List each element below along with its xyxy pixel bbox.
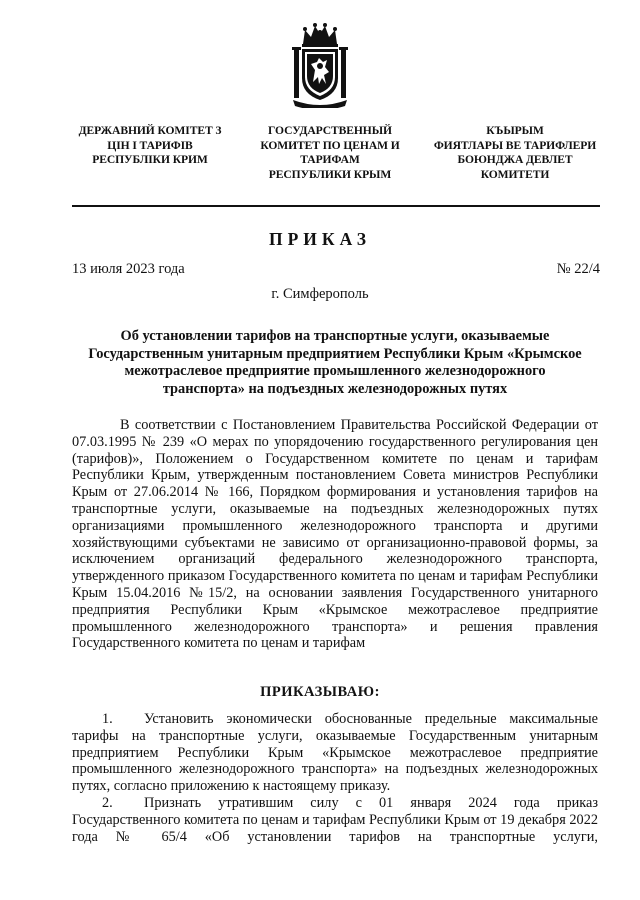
document-title: ПРИКАЗ: [268, 229, 372, 249]
header-divider: [72, 205, 600, 207]
preamble: [72, 417, 598, 652]
coat-of-arms-icon: [291, 20, 349, 108]
org-name-russian: ГОСУДАРСТВЕННЫЙ КОМИТЕТ ПО ЦЕНАМ И ТАРИФАМ РЕСПУБЛИКИ КРЫМ: [260, 124, 400, 181]
header: [70, 124, 600, 182]
org-name-crimean-tatar: КЪЫРЫМ ФИЯТЛАРЫ ВЕ ТАРИФЛЕРИ БОЮНДЖА ДЕВЛЕТ КОМИТЕТИ: [433, 124, 597, 181]
decree-item: 1. Установить экономически обоснованные предельные максимальные тарифы на транспортные услуги, оказываемые Государственным унитарным предприятием Республики Крым «Крымское межотраслевое предприятие промышленного железнодорожного транспорта» на подъездных железнодорожных путях, согласно приложению к настоящему приказу.: [72, 711, 598, 795]
decree-item: 2. Признать утратившим силу с 01 января 2024 года приказ Государственного комитета по ценам и тарифам Республики Крым от 19 декабря 2022 года № 65/4 «Об установлении тарифов на транспортные услуги,: [72, 794, 598, 845]
org-name-ukrainian: ДЕРЖАВНИЙ КОМІТЕТ З ЦІН І ТАРИФІВ РЕСПУБЛІКИ КРИМ: [78, 124, 222, 166]
document-number: № 22/4: [556, 261, 600, 277]
decree-items: [72, 711, 598, 845]
document-city: г. Симферополь: [271, 286, 369, 302]
preamble-text: В соответствии с Постановлением Правительства Российской Федерации от 07.03.1995 № 239 «О мерах по упорядочению государственного регулирования цен (тарифов)», Положением о Государственном комитете по ценам и тарифам Республики Крым, утвержденным постановлением Совета министров Республики Крым от 27.06.2014 № 166, Порядком формирования и установления тарифов на транспортные услуги, оказываемые на подъездных железнодорожных путях организациями промышленного железнодорожного транспорта и другими хозяйствующими субъектами не зависимо от организационно-правовой формы, за исключением организаций федерального железнодорожного транспорта, утвержденного приказом Государственного комитета по ценам и тарифам Республики Крым 15.04.2016 №15/2, на основании заявления Государственного унитарного предприятия Республики Крым «Крымское межотраслевое предприятие промышленного железнодорожного транспорта» и решения правления Государственного комитета по ценам и тарифам: [72, 417, 598, 652]
decree-word: ПРИКАЗЫВАЮ:: [260, 684, 380, 700]
document-subject: Об установлении тарифов на транспортные услуги, оказываемые Государственным унитарным предприятием Республики Крым «Крымское межотраслевое предприятие промышленного железнодорожного транспорта» на подъездных железнодорожных путях: [88, 328, 582, 397]
document-date: 13 июля 2023 года: [72, 261, 185, 277]
